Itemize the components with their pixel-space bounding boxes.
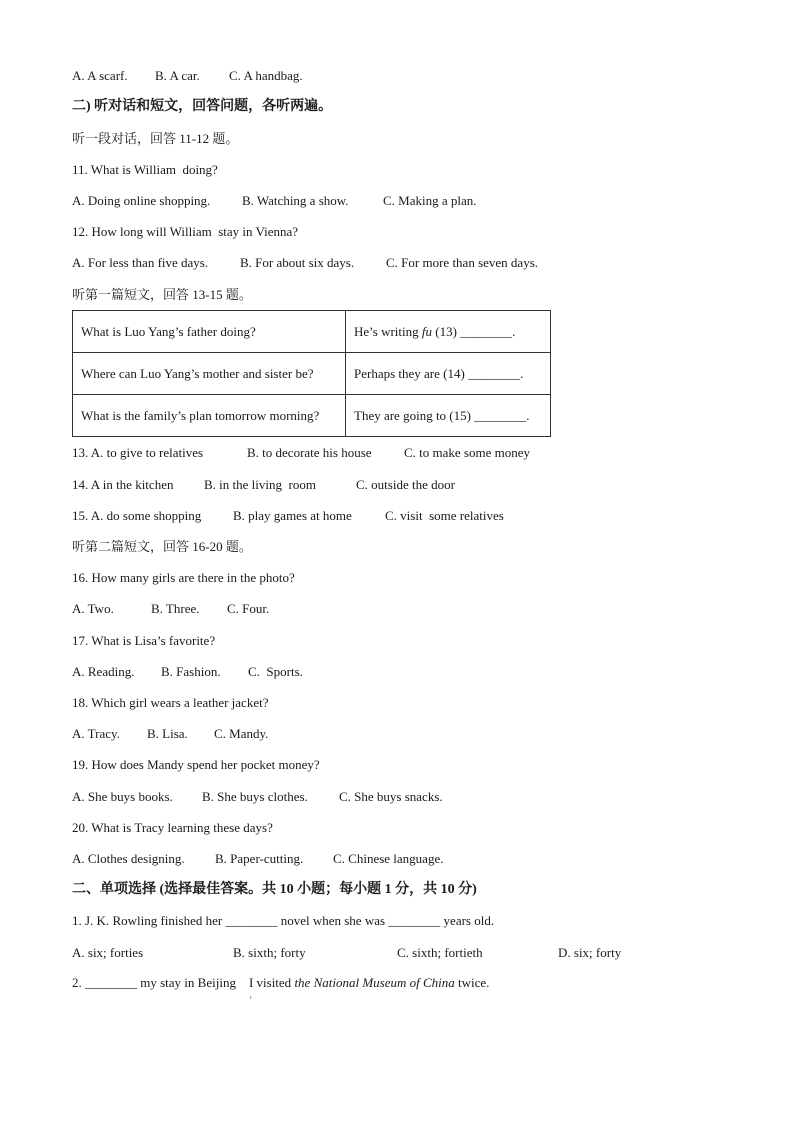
- table-cell: What is the family’s plan tomorrow morning?: [73, 395, 346, 437]
- option-a: 13. A. to give to relatives: [72, 445, 204, 460]
- table-cell: Where can Luo Yang’s mother and sister be?: [73, 353, 346, 395]
- table-cell: What is Luo Yang’s father doing?: [73, 311, 346, 353]
- option-c: C. sixth; fortieth: [397, 945, 483, 960]
- option-c: C. A handbag.: [229, 68, 303, 83]
- section-heading-choice: 二、单项选择 (选择最佳答案。共 10 小题；每小题 1 分，共 10 分): [72, 882, 477, 897]
- option-b: B. to decorate his house: [247, 445, 372, 460]
- stray-mark: ': [250, 995, 252, 1005]
- option-a: A. Doing online shopping.: [72, 193, 211, 208]
- option-c: C. to make some money: [404, 445, 531, 460]
- option-a: A. Clothes designing.: [72, 851, 185, 866]
- option-b: B. Three.: [151, 601, 200, 616]
- answer-prefix: He’s writing: [354, 323, 422, 339]
- option-d: D. six; forty: [558, 945, 622, 960]
- dialogue-intro: 听一段对话，回答 11-12 题。: [72, 131, 239, 146]
- question-stem: 16. How many girls are there in the photo?: [72, 570, 295, 585]
- question-stem: 12. How long will William stay in Vienna?: [72, 224, 299, 239]
- table-cell: Perhaps they are (14) ________.: [346, 353, 551, 395]
- table-row: [73, 311, 551, 353]
- passage1-intro: 听第一篇短文，回答 13-15 题。: [72, 287, 252, 302]
- option-c: C. Making a plan.: [383, 193, 477, 208]
- stem-text-end: twice.: [454, 975, 490, 990]
- italic-term: fu: [421, 323, 433, 339]
- option-b: B. A car.: [155, 68, 200, 83]
- option-a: 14. A in the kitchen: [72, 477, 174, 492]
- question-stem: 20. What is Tracy learning these days?: [72, 820, 273, 835]
- option-c: C. She buys snacks.: [339, 789, 443, 804]
- option-a: A. Reading.: [72, 664, 135, 679]
- section-heading-listening: 二) 听对话和短文，回答问题，各听两遍。: [72, 99, 333, 114]
- option-c: C. For more than seven days.: [386, 255, 539, 270]
- option-a: A. Tracy.: [72, 726, 120, 741]
- option-b: B. in the living room: [204, 477, 316, 492]
- option-a: A. She buys books.: [72, 789, 173, 804]
- option-c: C. outside the door: [356, 477, 455, 492]
- question-stem: 17. What is Lisa’s favorite?: [72, 633, 216, 648]
- passage2-intro: 听第二篇短文，回答 16-20 题。: [72, 539, 252, 554]
- option-c: C. Sports.: [248, 664, 303, 679]
- option-a: A. Two.: [72, 601, 114, 616]
- option-b: B. Lisa.: [147, 726, 188, 741]
- option-b: B. Fashion.: [161, 664, 221, 679]
- stem-text: 2. ________ my stay in Beijing I visited: [72, 975, 295, 990]
- option-c: C. Mandy.: [214, 726, 269, 741]
- option-a: A. six; forties: [72, 945, 144, 960]
- option-b: B. She buys clothes.: [202, 789, 308, 804]
- table-cell: They are going to (15) ________.: [346, 395, 551, 437]
- option-c: C. Four.: [227, 601, 270, 616]
- table-row: [73, 353, 551, 395]
- option-a: A. For less than five days.: [72, 255, 209, 270]
- table-row: [73, 395, 551, 437]
- option-a: 15. A. do some shopping: [72, 508, 202, 523]
- option-c: C. Chinese language.: [333, 851, 444, 866]
- question-stem: 18. Which girl wears a leather jacket?: [72, 695, 269, 710]
- option-b: B. For about six days.: [240, 255, 355, 270]
- option-c: C. visit some relatives: [385, 508, 504, 523]
- option-b: B. Watching a show.: [242, 193, 349, 208]
- option-b: B. Paper-cutting.: [215, 851, 304, 866]
- option-b: B. sixth; forty: [233, 945, 306, 960]
- question-stem: 11. What is William doing?: [72, 162, 218, 177]
- question-stem: [72, 975, 489, 991]
- question-stem: 19. How does Mandy spend her pocket money?: [72, 757, 320, 772]
- table-cell: [346, 311, 551, 353]
- option-a: A. A scarf.: [72, 68, 128, 83]
- fill-in-table: [72, 310, 551, 437]
- option-b: B. play games at home: [233, 508, 352, 523]
- italic-title: the National Museum of China: [294, 975, 455, 990]
- question-stem: 1. J. K. Rowling finished her ________ novel when she was ________ years old.: [72, 913, 495, 928]
- answer-blank: (13) ________.: [432, 323, 516, 339]
